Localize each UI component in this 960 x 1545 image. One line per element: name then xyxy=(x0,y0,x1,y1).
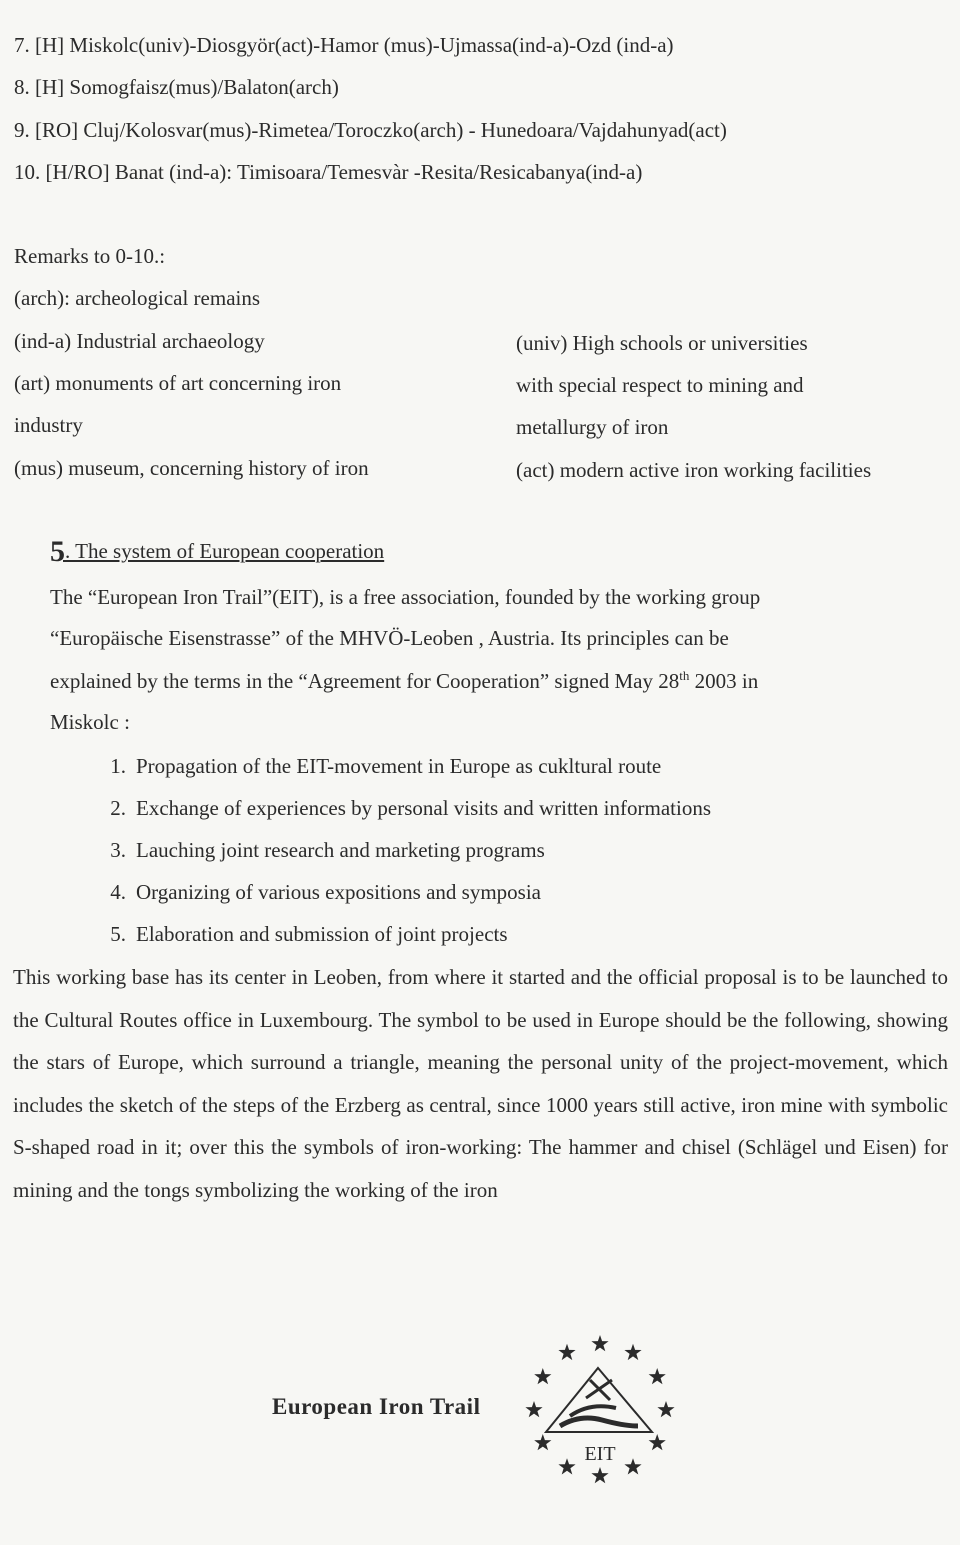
principle-number: 3. xyxy=(110,838,126,862)
remarks-left-ind-a: (ind-a) Industrial archaeology xyxy=(14,329,265,353)
principle-text: Propagation of the EIT-movement in Europe as cukltural route xyxy=(136,754,662,778)
date-superscript: th xyxy=(679,668,690,683)
star-icon xyxy=(624,1344,641,1360)
principle-number: 2. xyxy=(110,796,126,820)
principle-number: 5. xyxy=(110,922,126,946)
star-icon xyxy=(534,1434,551,1450)
principle-text: Exchange of experiences by personal visits and written informations xyxy=(136,796,711,820)
principle-number: 4. xyxy=(110,880,126,904)
remarks-left-mus: (mus) museum, concerning history of iron xyxy=(14,456,369,480)
intro-line-3-tail: 2003 in xyxy=(689,669,759,693)
star-icon xyxy=(649,1368,666,1384)
star-icon xyxy=(624,1458,641,1474)
emblem-text: EIT xyxy=(584,1443,616,1465)
intro-line-3-text: explained by the terms in the “Agreement for Cooperation” signed May 28 xyxy=(50,669,680,693)
principle-item xyxy=(90,837,545,863)
remarks-arch: (arch): archeological remains xyxy=(14,286,261,310)
section-title: . The system of European cooperation xyxy=(65,539,385,563)
principle-item xyxy=(90,879,541,905)
principle-item xyxy=(90,795,711,821)
intro-line-3 xyxy=(50,668,758,694)
star-icon xyxy=(657,1401,674,1417)
list-item-10: 10. [H/RO] Banat (ind-a): Timisoara/Temesvàr -Resita/Resicabanya(ind-a) xyxy=(14,160,643,184)
section-heading xyxy=(50,535,385,568)
principle-item xyxy=(90,921,508,947)
remarks-left-art: (art) monuments of art concerning iron xyxy=(14,371,342,395)
intro-line-2: “Europäische Eisenstrasse” of the MHVÖ-Leoben , Austria. Its principles can be xyxy=(50,626,729,650)
principle-number: 1. xyxy=(110,754,126,778)
star-icon xyxy=(558,1458,575,1474)
remarks-right-respect: with special respect to mining and xyxy=(516,373,804,397)
star-icon xyxy=(534,1368,551,1384)
star-icon xyxy=(558,1344,575,1360)
principle-item xyxy=(90,753,661,779)
star-icon xyxy=(525,1401,542,1417)
closing-paragraph: This working base has its center in Leoben, from where it started and the official proposal is to be launched to the Cultural Routes office in Luxembourg. The symbol to be used in Europe should be the following, showing the stars of Europe, which surround a triangle, meaning the personal unity of the project-movement, which includes the sketch of the steps of the Erzberg as central, since 1000 years still active, iron mine with symbolic S-shaped road in it; over this the symbols of iron-working: The hammer and chisel (Schlägel und Eisen) for mining and the tongs symbolizing the working of the iron xyxy=(13,965,948,1202)
logo-wordmark: European Iron Trail xyxy=(272,1394,481,1419)
principle-text: Elaboration and submission of joint projects xyxy=(136,922,508,946)
remarks-right-act: (act) modern active iron working facilities xyxy=(516,458,872,482)
section-number: 5 xyxy=(50,535,65,568)
remarks-right-univ: (univ) High schools or universities xyxy=(516,331,808,355)
star-icon xyxy=(591,1467,608,1483)
intro-line-1: The “European Iron Trail”(EIT), is a free association, founded by the working group xyxy=(50,585,761,609)
list-item-7: 7. [H] Miskolc(univ)-Diosgyör(act)-Hamor (mus)-Ujmassa(ind-a)-Ozd (ind-a) xyxy=(14,33,674,57)
list-item-8: 8. [H] Somogfaisz(mus)/Balaton(arch) xyxy=(14,75,339,99)
principle-text: Lauching joint research and marketing programs xyxy=(136,838,545,862)
eit-emblem-icon xyxy=(520,1328,680,1488)
remarks-right-metallurgy: metallurgy of iron xyxy=(516,415,669,439)
star-icon xyxy=(591,1335,608,1351)
list-item-9: 9. [RO] Cluj/Kolosvar(mus)-Rimetea/Toroczko(arch) - Hunedoara/Vajdahunyad(act) xyxy=(14,118,727,142)
principle-text: Organizing of various expositions and symposia xyxy=(136,880,541,904)
remarks-left-industry: industry xyxy=(14,413,83,437)
intro-line-4: Miskolc : xyxy=(50,710,130,734)
remarks-title: Remarks to 0-10.: xyxy=(14,244,166,268)
star-icon xyxy=(649,1434,666,1450)
